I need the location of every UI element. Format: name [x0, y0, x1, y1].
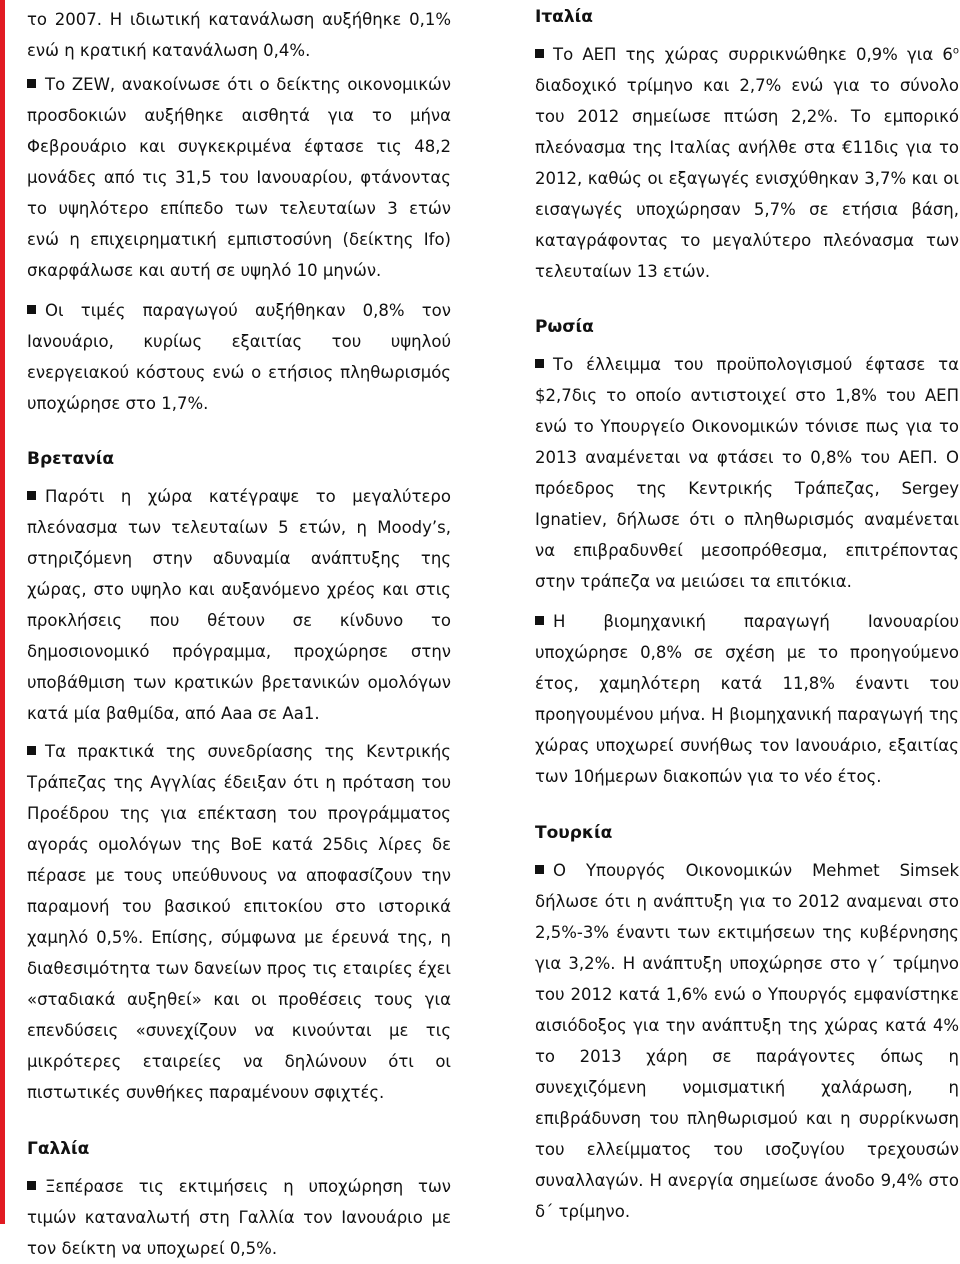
square-bullet-icon: [535, 359, 544, 368]
right-column: [535, 0, 959, 1227]
russia-budget-bullet: Το έλλειμμα του προϋπολογισμού έφτασε τα $2,7δις το οποίο αντιστοιχεί στο 1,8% του ΑΕΠ ενώ το Υπουργείο Οικονομικών τόνισε πως για το 2013 αναμένεται να φτάσει το 0,8% του ΑΕΠ. Ο πρόεδρος της Κεντρικής Τράπεζας, Sergey Ignatiev, δήλωσε ότι ο πληθωρισμός αναμένεται να επιβραδυνθεί μεσοπρόθεσμα, επιτρέποντας στην τράπεζα να μειώσει τα επιτόκια.: [535, 355, 959, 591]
uk-moodys-bullet: Παρότι η χώρα κατέγραψε το μεγαλύτερο πλεόνασμα των τελευταίων 5 ετών, η Moody’s, στηριζόμενη στην αδυναμία ανάπτυξης της χώρας, στο υψηλο και αυξανόμενο χρέος και στις προκλήσεις που θέτουν σε κίνδυνο το δημοσιονομικό πρόγραμμα, προχώρησε στην υποβάθμιση των κρατικών βρετανικών ομολόγων κατά μία βαθμίδα, από Aaa σε Aa1.: [27, 487, 451, 723]
turkey-growth-bullet: Ο Υπουργός Οικονομικών Mehmet Simsek δήλωσε ότι η ανάπτυξη για το 2012 αναμεναι στο 2,5%-3% έναντι των εκτιμήσεων της κυβέρνησης για 3,2%. Η ανάπτυξη υποχώρησε στο γ΄ τρίμηνο του 2012 κατά 1,6% ενώ ο Υπουργός εμφανίστηκε αισιόδοξος για την ανάπτυξη της χώρας κατά 4% το 2013 χάρη σε παράγοντες όπως η συνεχιζόμενη νομισματική χαλάρωση, η επιβράδυνση του πληθωρισμού και η συρρίκνωση του ελλείμματος του ισοζυγίου τρεχουσών συναλλαγών. Η ανεργία σημείωσε άνοδο 9,4% στο δ΄ τρίμηνο.: [535, 861, 959, 1221]
section-title-france: Γαλλία: [27, 1139, 90, 1159]
section-title-turkey: Τουρκία: [535, 823, 613, 843]
germany-intro-text: το 2007. Η ιδιωτική κατανάλωση αυξήθηκε 0,1% ενώ η κρατική κατανάλωση 0,4%.: [27, 10, 451, 60]
square-bullet-icon: [27, 746, 36, 755]
square-bullet-icon: [27, 1181, 36, 1190]
italy-gdp-bullet: Το ΑΕΠ της χώρας συρρικνώθηκε 0,9% για $6^o$ διαδοχικό τρίμηνο και 2,7% ενώ για το σύνολο του 2012 σημείωσε πτώση 2,2%. Το εμπορικό πλεόνασμα της Ιταλίας ανήλθε στα €11δις για το 2012, καθώς οι εξαγωγές ενισχύθηκαν 3,7% και οι εισαγωγές υποχώρησαν 5,7% σε ετήσια βάση, καταγράφοντας το μεγαλύτερο πλεόνασμα των τελευταίων 13 ετών.: [535, 45, 959, 281]
square-bullet-icon: [27, 305, 36, 314]
square-bullet-icon: [535, 49, 544, 58]
square-bullet-icon: [27, 79, 36, 88]
red-accent-bar: [0, 0, 5, 1224]
section-title-russia: Ρωσία: [535, 317, 594, 337]
section-title-italy: Ιταλία: [535, 7, 593, 27]
square-bullet-icon: [535, 616, 544, 625]
uk-boe-bullet: Τα πρακτικά της συνεδρίασης της Κεντρικής Τράπεζας της Αγγλίας έδειξαν ότι η πρόταση του Προέδρου της για επέκταση του προγράμματος αγοράς ομολόγων της BoE κατά 25δις λίρες δε πέρασε με τους υπεύθυνους να αποφασίζουν την παραμονή του βασικού επιτοκίου στο ιστορικά χαμηλό 0,5%. Επίσης, σύμφωνα με έρευνά της, η διαθεσιμότητα των δανείων προς τις εταιρίες έχει «σταδιακά αυξηθεί» και οι προθέσεις τους για επενδύσεις «συνεχίζουν να κινούνται με τις μικρότερες εταιρείες να δηλώνουν ότι οι πιστωτικές συνθήκες παραμένουν σφιχτές.: [27, 742, 451, 1102]
left-column: [27, 0, 451, 1264]
section-title-uk: Βρετανία: [27, 449, 115, 469]
germany-zew-bullet: Το ZEW, ανακοίνωσε ότι ο δείκτης οικονομικών προσδοκιών αυξήθηκε αισθητά για το μήνα Φεβρουάριο και συγκεκριμένα έφτασε τις 48,2 μονάδες από τις 31,5 του Ιανουαρίου, φτάνοντας το υψηλότερο επίπεδο των τελευταίων 3 ετών ενώ η επιχειρηματική εμπιστοσύνη (δείκτης Ifo) σκαρφάλωσε και αυτή σε υψηλό 10 μηνών.: [27, 75, 451, 280]
russia-industry-bullet: Η βιομηχανική παραγωγή Ιανουαρίου υποχώρησε 0,8% σε σχέση με το προηγούμενο έτος, χαμηλότερη κατά 11,8% έναντι του προηγουμένου μήνα. Η βιομηχανική παραγωγή της χώρας υποχωρεί συνήθως τον Ιανουάριο, εξαιτίας των 10ήμερων διακοπών για το νέο έτος.: [535, 612, 959, 786]
square-bullet-icon: [535, 865, 544, 874]
france-cpi-bullet: Ξεπέρασε τις εκτιμήσεις η υποχώρηση των τιμών καταναλωτή στη Γαλλία τον Ιανουάριο με τον δείκτη να υποχωρεί 0,5%.: [27, 1177, 451, 1258]
square-bullet-icon: [27, 491, 36, 500]
germany-ppi-bullet: Οι τιμές παραγωγού αυξήθηκαν 0,8% τον Ιανουάριο, κυρίως εξαιτίας του υψηλού ενεργειακού κόστους ενώ ο ετήσιος πληθωρισμός υποχώρησε στο 1,7%.: [27, 301, 451, 413]
